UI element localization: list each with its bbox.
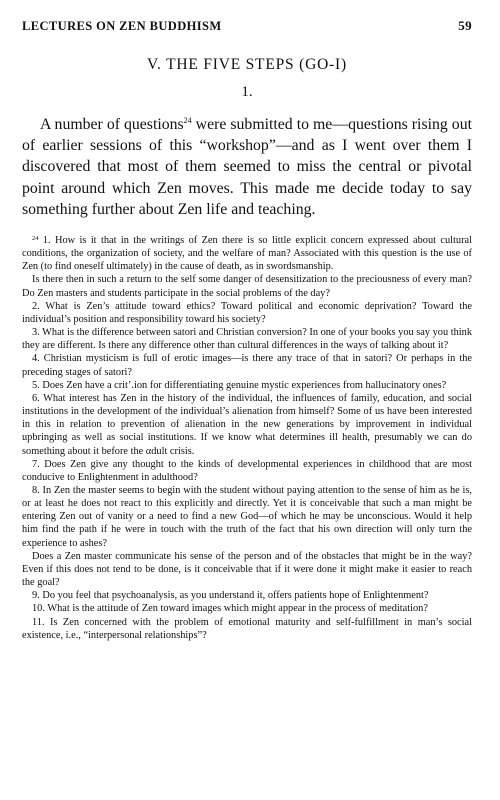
footnote-paragraph: 5. Does Zen have a critʼ.ion for differentiating genuine mystic experiences from hallucinatory ones? [32,379,447,391]
intro-text-rest: were submitted to me—questions rising out of earlier sessions of this “workshop”—and as I went over them I discovered that most of them seemed to miss the central or pivotal point around which Zen moves. This made me decide today to say something further about Zen life and teaching. [22,116,472,218]
footnote-paragraph: Does a Zen master communicate his sense of the person and of the obstacles that might be in the way? Even if this does not tend to be done, is it conceivable that if it were done it might make it easier to reach the goal? [22,550,472,589]
footnote-paragraph [22,232,472,273]
intro-paragraph [22,110,472,220]
footnote-marker: 24 [32,235,39,243]
footnote-paragraph: 7. Does Zen give any thought to the kinds of developmental experiences in childhood that are most conducive to Enlightenment in adulthood? [22,458,472,483]
footnote-paragraph: 10. What is the attitude of Zen toward images which might appear in the process of meditation? [32,603,428,615]
footnote-paragraph: Is there then in such a return to the self some danger of desensitization to the preciousness of every man? Do Zen masters and students participate in the social problems of the day? [22,274,472,299]
footnote-question-1: 1. How is it that in the writings of Zen there is so little explicit concern expressed about cultural conditions, the organization of society, and the welfare of man? Associated with this question is the use of Zen (to find oneself ultimately) in the cause of death, as in swordsmanship. [22,235,472,273]
footnote-paragraph: 6. What interest has Zen in the history of the individual, the influences of family, education, and social institutions in the development of the individual’s alienation from himself? Some of us have been interested in this in relation to prevention of alienation in the new generations by improvement in individual upbringing as well as social institutions. If we know what determines ill health, presumably we can do something about it before the αdult crisis. [22,392,472,457]
footnote-paragraph: 9. Do you feel that psychoanalysis, as you understand it, offers patients hope of Enlightenment? [32,590,429,602]
running-header [22,0,472,34]
footnote-paragraph: 3. What is the difference between satori and Christian conversion? In one of your books you say you think they are different. Is there any difference other than cultural differences in the ways of talking about it? [22,327,472,352]
footnote-paragraph: 11. Is Zen concerned with the problem of emotional maturity and self-fulfillment in man’s social existence, i.e., “interpersonal relationships”? [22,616,472,641]
footnote-paragraph: 4. Christian mysticism is full of erotic images—is there any trace of that in satori? Or perhaps in the preceding stages of satori? [22,353,472,378]
page-number: 59 [458,18,472,33]
footnote-paragraph: 8. In Zen the master seems to begin with the student without paying attention to the sense of him as he is, or at least he does not react to this explicitly and directly. Yet it is conceivable that such a man might be entering Zen out of vanity or a need to find a new God—of which he may be unconscious. Would it help him find the path if he were in touch with the truth of the fact that his own direction will only turn the experience to ashes? [22,484,472,549]
footnote-paragraph: 2. What is Zen’s attitude toward ethics? Toward political and economic deprivation? Toward the individual’s position and responsibility toward his society? [22,300,472,325]
footnote-block [22,232,472,642]
chapter-title: V. THE FIVE STEPS (GO-I) [147,56,347,73]
book-title: LECTURES ON ZEN BUDDHISM [22,19,222,33]
section-number: 1. [241,84,253,100]
footnote-reference: 24 [183,116,192,125]
intro-text-start: A number of questions [40,116,184,133]
